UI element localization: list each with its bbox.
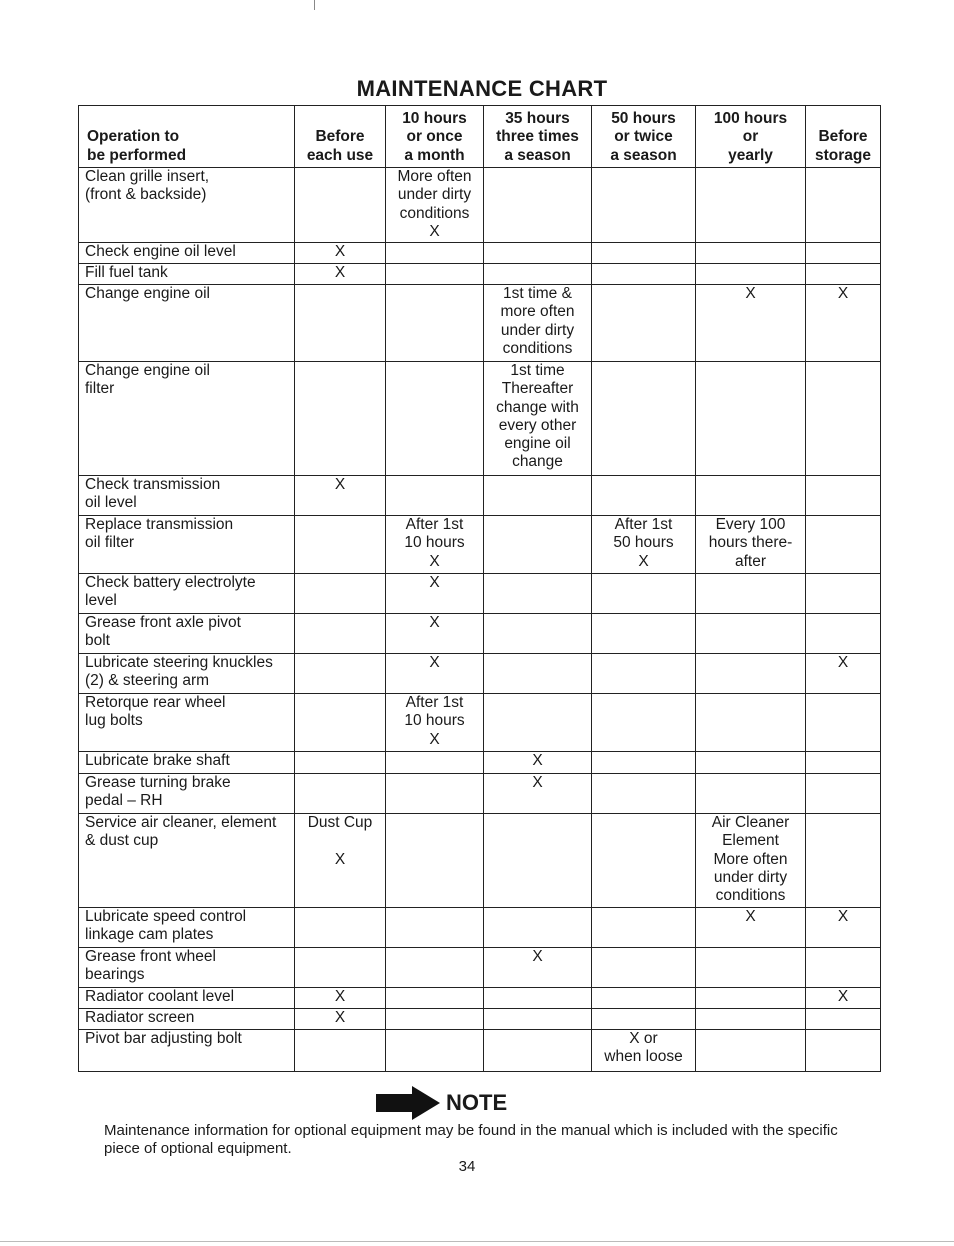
schedule-cell xyxy=(806,243,881,264)
note-heading xyxy=(376,1086,507,1120)
schedule-value: X xyxy=(334,1009,346,1026)
column-header-label: Before each use xyxy=(306,128,374,164)
schedule-cell xyxy=(592,948,696,988)
operation-cell xyxy=(79,476,295,516)
schedule-cell xyxy=(386,654,484,694)
operation-cell xyxy=(79,988,295,1009)
schedule-value: After 1st 10 hours X xyxy=(404,516,465,570)
schedule-cell xyxy=(806,988,881,1009)
schedule-cell xyxy=(592,285,696,362)
schedule-cell xyxy=(484,1030,592,1072)
schedule-cell xyxy=(806,1030,881,1072)
schedule-value: X xyxy=(745,285,756,302)
schedule-cell xyxy=(295,1030,386,1072)
table-row xyxy=(79,362,881,476)
schedule-value: X xyxy=(837,654,849,671)
operation-label: Retorque rear wheel lug bolts xyxy=(85,694,226,730)
schedule-value: X xyxy=(429,614,440,631)
schedule-cell xyxy=(484,752,592,774)
schedule-cell xyxy=(806,908,881,948)
schedule-cell xyxy=(386,285,484,362)
table-row xyxy=(79,614,881,654)
schedule-cell xyxy=(484,908,592,948)
schedule-cell xyxy=(806,362,881,476)
operation-cell xyxy=(79,654,295,694)
schedule-cell xyxy=(386,476,484,516)
schedule-cell xyxy=(386,908,484,948)
schedule-cell xyxy=(592,752,696,774)
schedule-cell xyxy=(806,574,881,614)
schedule-value: X xyxy=(334,243,346,260)
schedule-value: X xyxy=(532,948,543,965)
operation-cell xyxy=(79,264,295,285)
schedule-cell xyxy=(806,285,881,362)
page-number: 34 xyxy=(458,1158,476,1175)
operation-cell xyxy=(79,908,295,948)
schedule-cell xyxy=(484,264,592,285)
operation-label: Fill fuel tank xyxy=(85,264,168,281)
schedule-cell xyxy=(806,948,881,988)
table-row xyxy=(79,814,881,908)
schedule-cell xyxy=(295,264,386,285)
schedule-cell xyxy=(592,574,696,614)
table-row xyxy=(79,694,881,752)
table-row xyxy=(79,1009,881,1030)
table-row xyxy=(79,908,881,948)
column-header-label: Operation to be performed xyxy=(87,128,187,164)
schedule-cell xyxy=(806,774,881,814)
schedule-cell xyxy=(806,1009,881,1030)
schedule-cell xyxy=(386,1030,484,1072)
schedule-cell xyxy=(806,476,881,516)
schedule-cell xyxy=(484,814,592,908)
schedule-cell xyxy=(295,988,386,1009)
table-header-row xyxy=(79,106,881,168)
column-header xyxy=(696,106,806,168)
schedule-cell xyxy=(295,614,386,654)
column-header-label: 50 hours or twice a season xyxy=(610,110,677,164)
schedule-cell xyxy=(484,243,592,264)
schedule-cell xyxy=(295,476,386,516)
column-header-label: 100 hours or yearly xyxy=(713,110,788,164)
schedule-cell xyxy=(484,1009,592,1030)
schedule-value: X or when loose xyxy=(604,1030,683,1066)
column-header-label: Before storage xyxy=(815,128,871,164)
table-row xyxy=(79,774,881,814)
schedule-cell xyxy=(696,774,806,814)
schedule-cell xyxy=(592,1009,696,1030)
schedule-cell xyxy=(484,285,592,362)
table-row xyxy=(79,988,881,1009)
operation-label: Replace transmission oil filter xyxy=(85,516,234,552)
schedule-cell xyxy=(295,285,386,362)
table-row xyxy=(79,516,881,574)
table-row xyxy=(79,1030,881,1072)
schedule-cell xyxy=(484,362,592,476)
schedule-cell xyxy=(295,516,386,574)
schedule-value: X xyxy=(334,988,346,1005)
operation-cell xyxy=(79,243,295,264)
schedule-cell xyxy=(592,694,696,752)
schedule-cell xyxy=(696,614,806,654)
schedule-cell xyxy=(484,694,592,752)
schedule-cell xyxy=(696,988,806,1009)
schedule-cell xyxy=(592,362,696,476)
table-row xyxy=(79,948,881,988)
schedule-cell xyxy=(592,908,696,948)
operation-label: Lubricate brake shaft xyxy=(85,752,230,769)
operation-cell xyxy=(79,614,295,654)
schedule-cell xyxy=(295,774,386,814)
schedule-cell xyxy=(386,516,484,574)
schedule-cell xyxy=(484,476,592,516)
operation-label: Change engine oil xyxy=(85,285,210,302)
schedule-value: X xyxy=(532,752,543,769)
schedule-value: X xyxy=(532,774,543,791)
schedule-cell xyxy=(592,168,696,243)
schedule-cell xyxy=(806,654,881,694)
schedule-cell xyxy=(295,908,386,948)
table-row xyxy=(79,654,881,694)
schedule-cell xyxy=(806,614,881,654)
table-row xyxy=(79,168,881,243)
schedule-cell xyxy=(386,1009,484,1030)
schedule-cell xyxy=(696,264,806,285)
schedule-cell xyxy=(696,168,806,243)
operation-label: Check engine oil level xyxy=(85,243,236,260)
schedule-cell xyxy=(295,168,386,243)
schedule-cell xyxy=(696,516,806,574)
schedule-cell xyxy=(386,814,484,908)
schedule-cell xyxy=(696,574,806,614)
operation-cell xyxy=(79,948,295,988)
table-row xyxy=(79,752,881,774)
column-header xyxy=(295,106,386,168)
operation-cell xyxy=(79,694,295,752)
schedule-cell xyxy=(484,574,592,614)
schedule-cell xyxy=(386,362,484,476)
column-header xyxy=(484,106,592,168)
schedule-cell xyxy=(386,948,484,988)
schedule-cell xyxy=(592,814,696,908)
operation-label: Lubricate steering knuckles (2) & steering arm xyxy=(85,654,273,690)
maintenance-table xyxy=(78,105,881,1072)
schedule-cell xyxy=(696,362,806,476)
table-row xyxy=(79,243,881,264)
schedule-cell xyxy=(696,654,806,694)
schedule-cell xyxy=(295,814,386,908)
table-row xyxy=(79,264,881,285)
schedule-cell xyxy=(806,814,881,908)
operation-label: Radiator coolant level xyxy=(85,988,235,1005)
schedule-cell xyxy=(386,243,484,264)
arrow-right-icon xyxy=(376,1086,440,1120)
schedule-cell xyxy=(696,948,806,988)
schedule-cell xyxy=(806,168,881,243)
schedule-cell xyxy=(386,614,484,654)
operation-label: Lubricate speed control linkage cam plates xyxy=(85,908,247,944)
table-row xyxy=(79,285,881,362)
schedule-value: X xyxy=(334,476,346,493)
schedule-cell xyxy=(592,476,696,516)
schedule-cell xyxy=(806,752,881,774)
schedule-value: Dust Cup X xyxy=(307,814,373,868)
schedule-cell xyxy=(295,243,386,264)
schedule-cell xyxy=(295,948,386,988)
operation-cell xyxy=(79,774,295,814)
schedule-cell xyxy=(806,694,881,752)
operation-cell xyxy=(79,814,295,908)
schedule-cell xyxy=(386,694,484,752)
schedule-cell xyxy=(484,774,592,814)
operation-cell xyxy=(79,516,295,574)
schedule-cell xyxy=(592,988,696,1009)
schedule-cell xyxy=(484,948,592,988)
schedule-cell xyxy=(696,908,806,948)
schedule-cell xyxy=(592,264,696,285)
note-label: NOTE xyxy=(446,1090,508,1115)
column-header-label: 10 hours or once a month xyxy=(402,110,467,164)
schedule-cell xyxy=(696,285,806,362)
operation-label: Clean grille insert, (front & backside) xyxy=(85,168,210,204)
operation-cell xyxy=(79,1009,295,1030)
schedule-cell xyxy=(696,243,806,264)
column-header-label: 35 hours three times a season xyxy=(496,110,579,164)
schedule-cell xyxy=(696,694,806,752)
schedule-value: X xyxy=(429,574,440,591)
schedule-cell xyxy=(592,774,696,814)
schedule-value: 1st time & more often under dirty conditions xyxy=(500,285,575,357)
column-header xyxy=(592,106,696,168)
operation-label: Check battery electrolyte level xyxy=(85,574,256,610)
schedule-value: X xyxy=(429,654,440,671)
schedule-cell xyxy=(295,752,386,774)
operation-label: Service air cleaner, element & dust cup xyxy=(85,814,277,850)
schedule-cell xyxy=(484,654,592,694)
scan-mark xyxy=(314,0,315,10)
schedule-cell xyxy=(592,1030,696,1072)
table-row xyxy=(79,574,881,614)
operation-cell xyxy=(79,574,295,614)
operation-cell xyxy=(79,1030,295,1072)
operation-label: Change engine oil filter xyxy=(85,362,210,398)
operation-label: Grease front axle pivot bolt xyxy=(85,614,241,650)
operation-cell xyxy=(79,752,295,774)
schedule-value: X xyxy=(334,264,346,281)
schedule-cell xyxy=(295,694,386,752)
operation-label: Grease turning brake pedal – RH xyxy=(85,774,231,810)
schedule-cell xyxy=(295,654,386,694)
schedule-value: Air Cleaner Element More often under dirty conditions xyxy=(711,814,790,905)
schedule-cell xyxy=(295,362,386,476)
operation-label: Grease front wheel bearings xyxy=(85,948,216,984)
schedule-cell xyxy=(696,752,806,774)
schedule-cell xyxy=(592,614,696,654)
schedule-cell xyxy=(386,168,484,243)
operation-label: Radiator screen xyxy=(85,1009,195,1026)
schedule-cell xyxy=(696,814,806,908)
schedule-cell xyxy=(386,774,484,814)
schedule-cell xyxy=(806,516,881,574)
schedule-value: More often under dirty conditions X xyxy=(397,168,472,240)
schedule-cell xyxy=(386,752,484,774)
schedule-value: After 1st 50 hours X xyxy=(613,516,674,570)
schedule-cell xyxy=(806,264,881,285)
schedule-cell xyxy=(386,988,484,1009)
note-text: Maintenance information for optional equipment may be found in the manual which is included with the specific piece of optional equipment. xyxy=(104,1122,838,1157)
schedule-value: X xyxy=(745,908,756,925)
operation-cell xyxy=(79,362,295,476)
operation-cell xyxy=(79,168,295,243)
schedule-cell xyxy=(386,264,484,285)
table-row xyxy=(79,476,881,516)
column-header xyxy=(386,106,484,168)
operation-cell xyxy=(79,285,295,362)
schedule-cell xyxy=(295,1009,386,1030)
schedule-value: 1st time Thereafter change with every other engine oil change xyxy=(496,362,579,471)
operation-label: Pivot bar adjusting bolt xyxy=(85,1030,242,1047)
schedule-value: Every 100 hours there- after xyxy=(708,516,793,570)
operation-label: Check transmission oil level xyxy=(85,476,221,512)
page-title: MAINTENANCE CHART xyxy=(356,76,608,101)
schedule-cell xyxy=(696,476,806,516)
schedule-value: X xyxy=(837,988,849,1005)
schedule-value: After 1st 10 hours X xyxy=(404,694,465,748)
schedule-cell xyxy=(386,574,484,614)
schedule-cell xyxy=(484,614,592,654)
schedule-cell xyxy=(592,516,696,574)
schedule-cell xyxy=(592,243,696,264)
schedule-value: X xyxy=(837,285,849,302)
column-header xyxy=(79,106,295,168)
schedule-value: X xyxy=(837,908,849,925)
schedule-cell xyxy=(592,654,696,694)
column-header xyxy=(806,106,881,168)
schedule-cell xyxy=(484,168,592,243)
scan-edge-line xyxy=(0,1241,954,1242)
schedule-cell xyxy=(484,988,592,1009)
schedule-cell xyxy=(696,1009,806,1030)
schedule-cell xyxy=(295,574,386,614)
schedule-cell xyxy=(484,516,592,574)
schedule-cell xyxy=(696,1030,806,1072)
